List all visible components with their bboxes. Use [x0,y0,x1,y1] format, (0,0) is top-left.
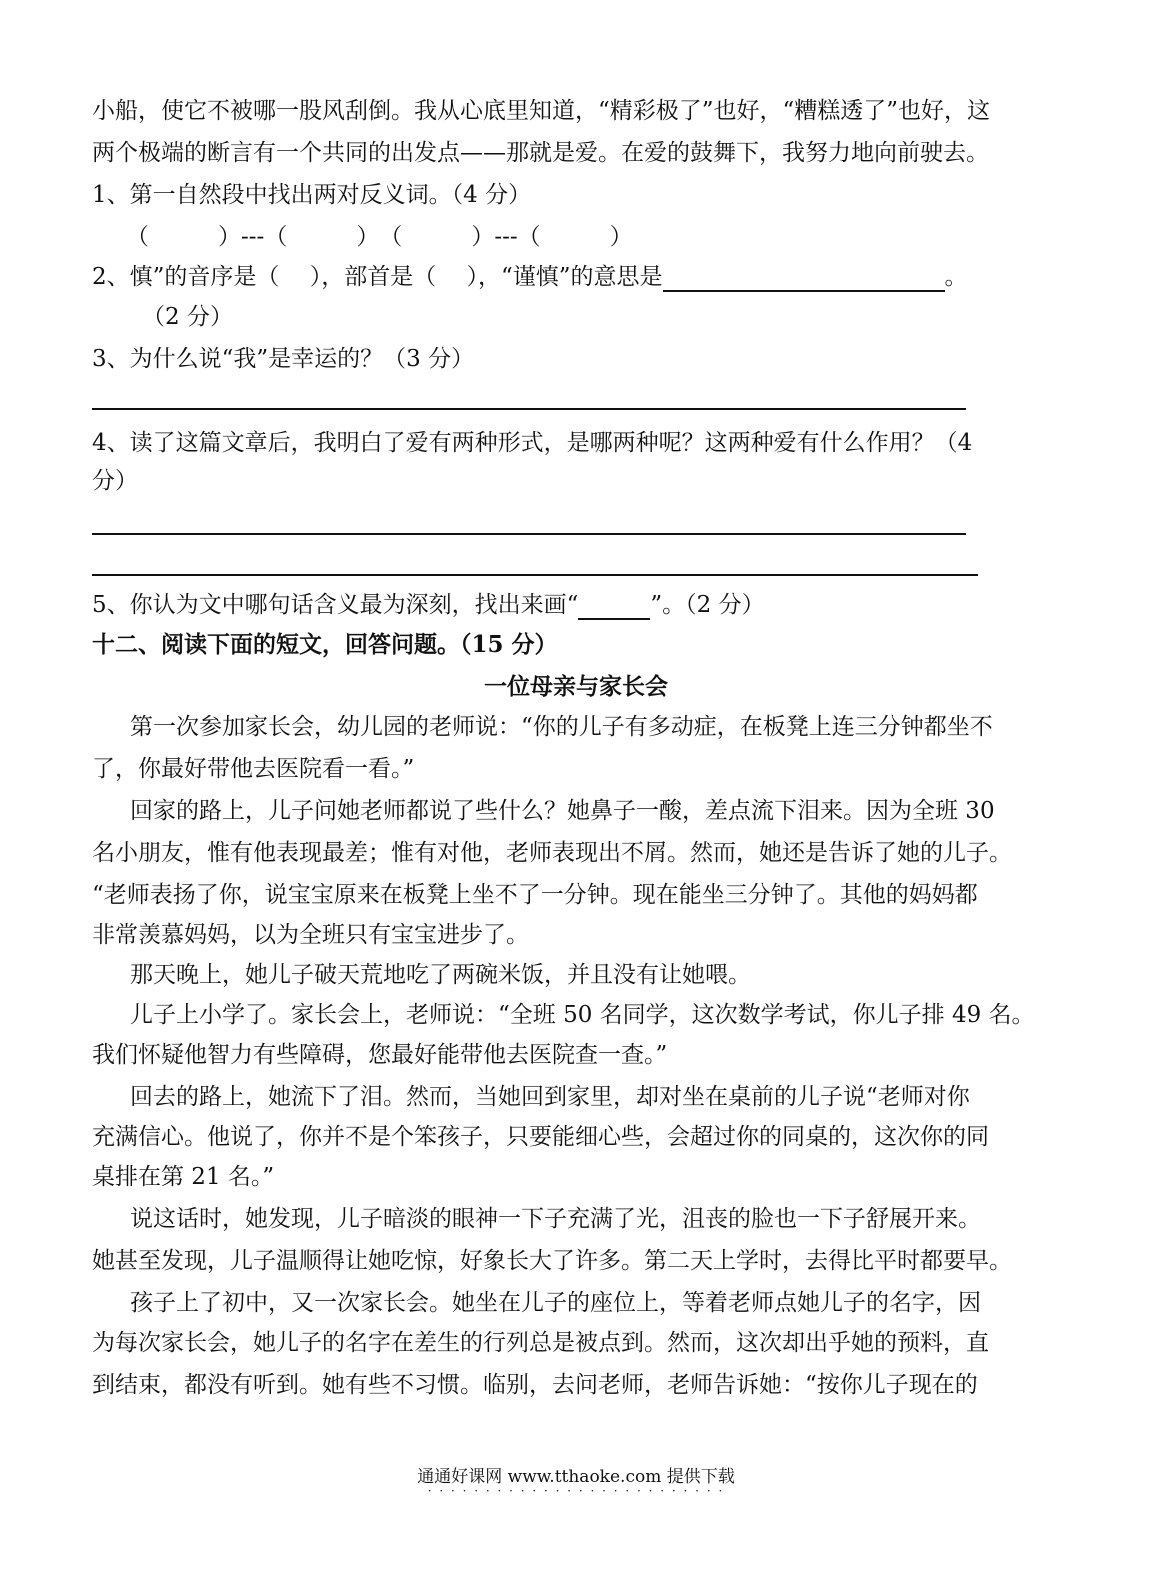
passage-continuation-line-1: 小船，使它不被哪一股风刮倒。我从心底里知道，“精彩极了”也好，“糟糕透了”也好，这 [92,98,991,124]
question-5-underline-sample [578,594,650,620]
passage-line: 孩子上了初中，又一次家长会。她坐在儿子的座位上，等着老师点她儿子的名字，因 [130,1290,981,1316]
passage-line: “老师表扬了你，说宝宝原来在板凳上坐不了一分钟。现在能坐三分钟了。其他的妈妈都 [92,882,978,908]
question-5-text: 5、你认为文中哪句话含义最为深刻，找出来画“ [92,592,579,618]
passage-line: 我们怀疑他智力有些障碍，您最好能带他去医院查一查。” [92,1042,668,1068]
question-1: 1、第一自然段中找出两对反义词。（4 分） [92,182,532,208]
passage-line: 说这话时，她发现，儿子暗淡的眼神一下子充满了光，沮丧的脸也一下子舒展开来。 [130,1206,981,1232]
question-3-answer-line[interactable] [92,408,966,410]
question-2-answer-line[interactable] [663,264,945,292]
passage-line: 那天晚上，她儿子破天荒地吃了两碗米饭，并且没有让她喂。 [130,962,751,988]
footer-dot-row: · · · · · · · · · · · · · · · · · · · · · · · · · · [427,1484,725,1498]
question-3: 3、为什么说“我”是幸运的？（3 分） [92,346,475,372]
question-4-line-1: 4、读了这篇文章后，我明白了爱有两种形式，是哪两种呢？这两种爱有什么作用？（4 [92,430,973,456]
passage-line: 第一次参加家长会，幼儿园的老师说：“你的儿子有多动症，在板凳上连三分钟都坐不 [130,714,993,740]
passage-line: 桌排在第 21 名。” [92,1164,275,1190]
question-4-line-2: 分） [92,468,138,494]
passage-title: 一位母亲与家长会 [484,673,668,700]
question-5-score: ”。（2 分） [650,592,765,618]
question-4-answer-line-1[interactable] [92,533,966,535]
passage-line: 非常羡慕妈妈，以为全班只有宝宝进步了。 [92,922,529,948]
passage-line: 回去的路上，她流下了泪。然而，当她回到家里，却对坐在桌前的儿子说“老师对你 [130,1084,970,1110]
passage-line: 了，你最好带他去医院看一看。” [92,756,415,782]
passage-line: 回家的路上，儿子问她老师都说了些什么？她鼻子一酸，差点流下泪来。因为全班 30 [130,798,995,824]
question-1-blanks: （ ）---（ ） （ ）---（ ） [126,224,633,250]
passage-continuation-line-2: 两个极端的断言有一个共同的出发点——那就是爱。在爱的鼓舞下，我努力地向前驶去。 [92,140,989,166]
section-12-heading: 十二、阅读下面的短文，回答问题。（15 分） [92,631,558,658]
footer-credit: 通通好课网 www.tthaoke.com 提供下载 [417,1467,735,1487]
passage-line: 充满信心。他说了，你并不是个笨孩子，只要能细心些，会超过你的同桌的，这次你的同 [92,1124,989,1150]
question-5 [92,590,765,620]
question-4-answer-line-2[interactable] [92,574,978,576]
question-2-period: 。 [944,264,968,290]
passage-line: 名小朋友，惟有他表现最差；惟有对他，老师表现出不屑。然而，她还是告诉了她的儿子。 [92,840,1012,866]
question-2-score: （2 分） [142,304,233,330]
passage-line: 到结束，都没有听到。她有些不习惯。临别，去问老师，老师告诉她：“按你儿子现在的 [92,1372,978,1398]
passage-line: 儿子上小学了。家长会上，老师说：“全班 50 名同学，这次数学考试，你儿子排 49 名。 [130,1002,1035,1028]
passage-line: 她甚至发现，儿子温顺得让她吃惊，好象长大了许多。第二天上学时，去得比平时都要早。 [92,1248,1012,1274]
question-2-text: 2、慎”的音序是（ ），部首是（ ），“谨慎”的意思是 [92,264,663,290]
passage-line: 为每次家长会，她儿子的名字在差生的行列总是被点到。然而，这次却出乎她的预料，直 [92,1330,989,1356]
question-2 [92,262,968,292]
